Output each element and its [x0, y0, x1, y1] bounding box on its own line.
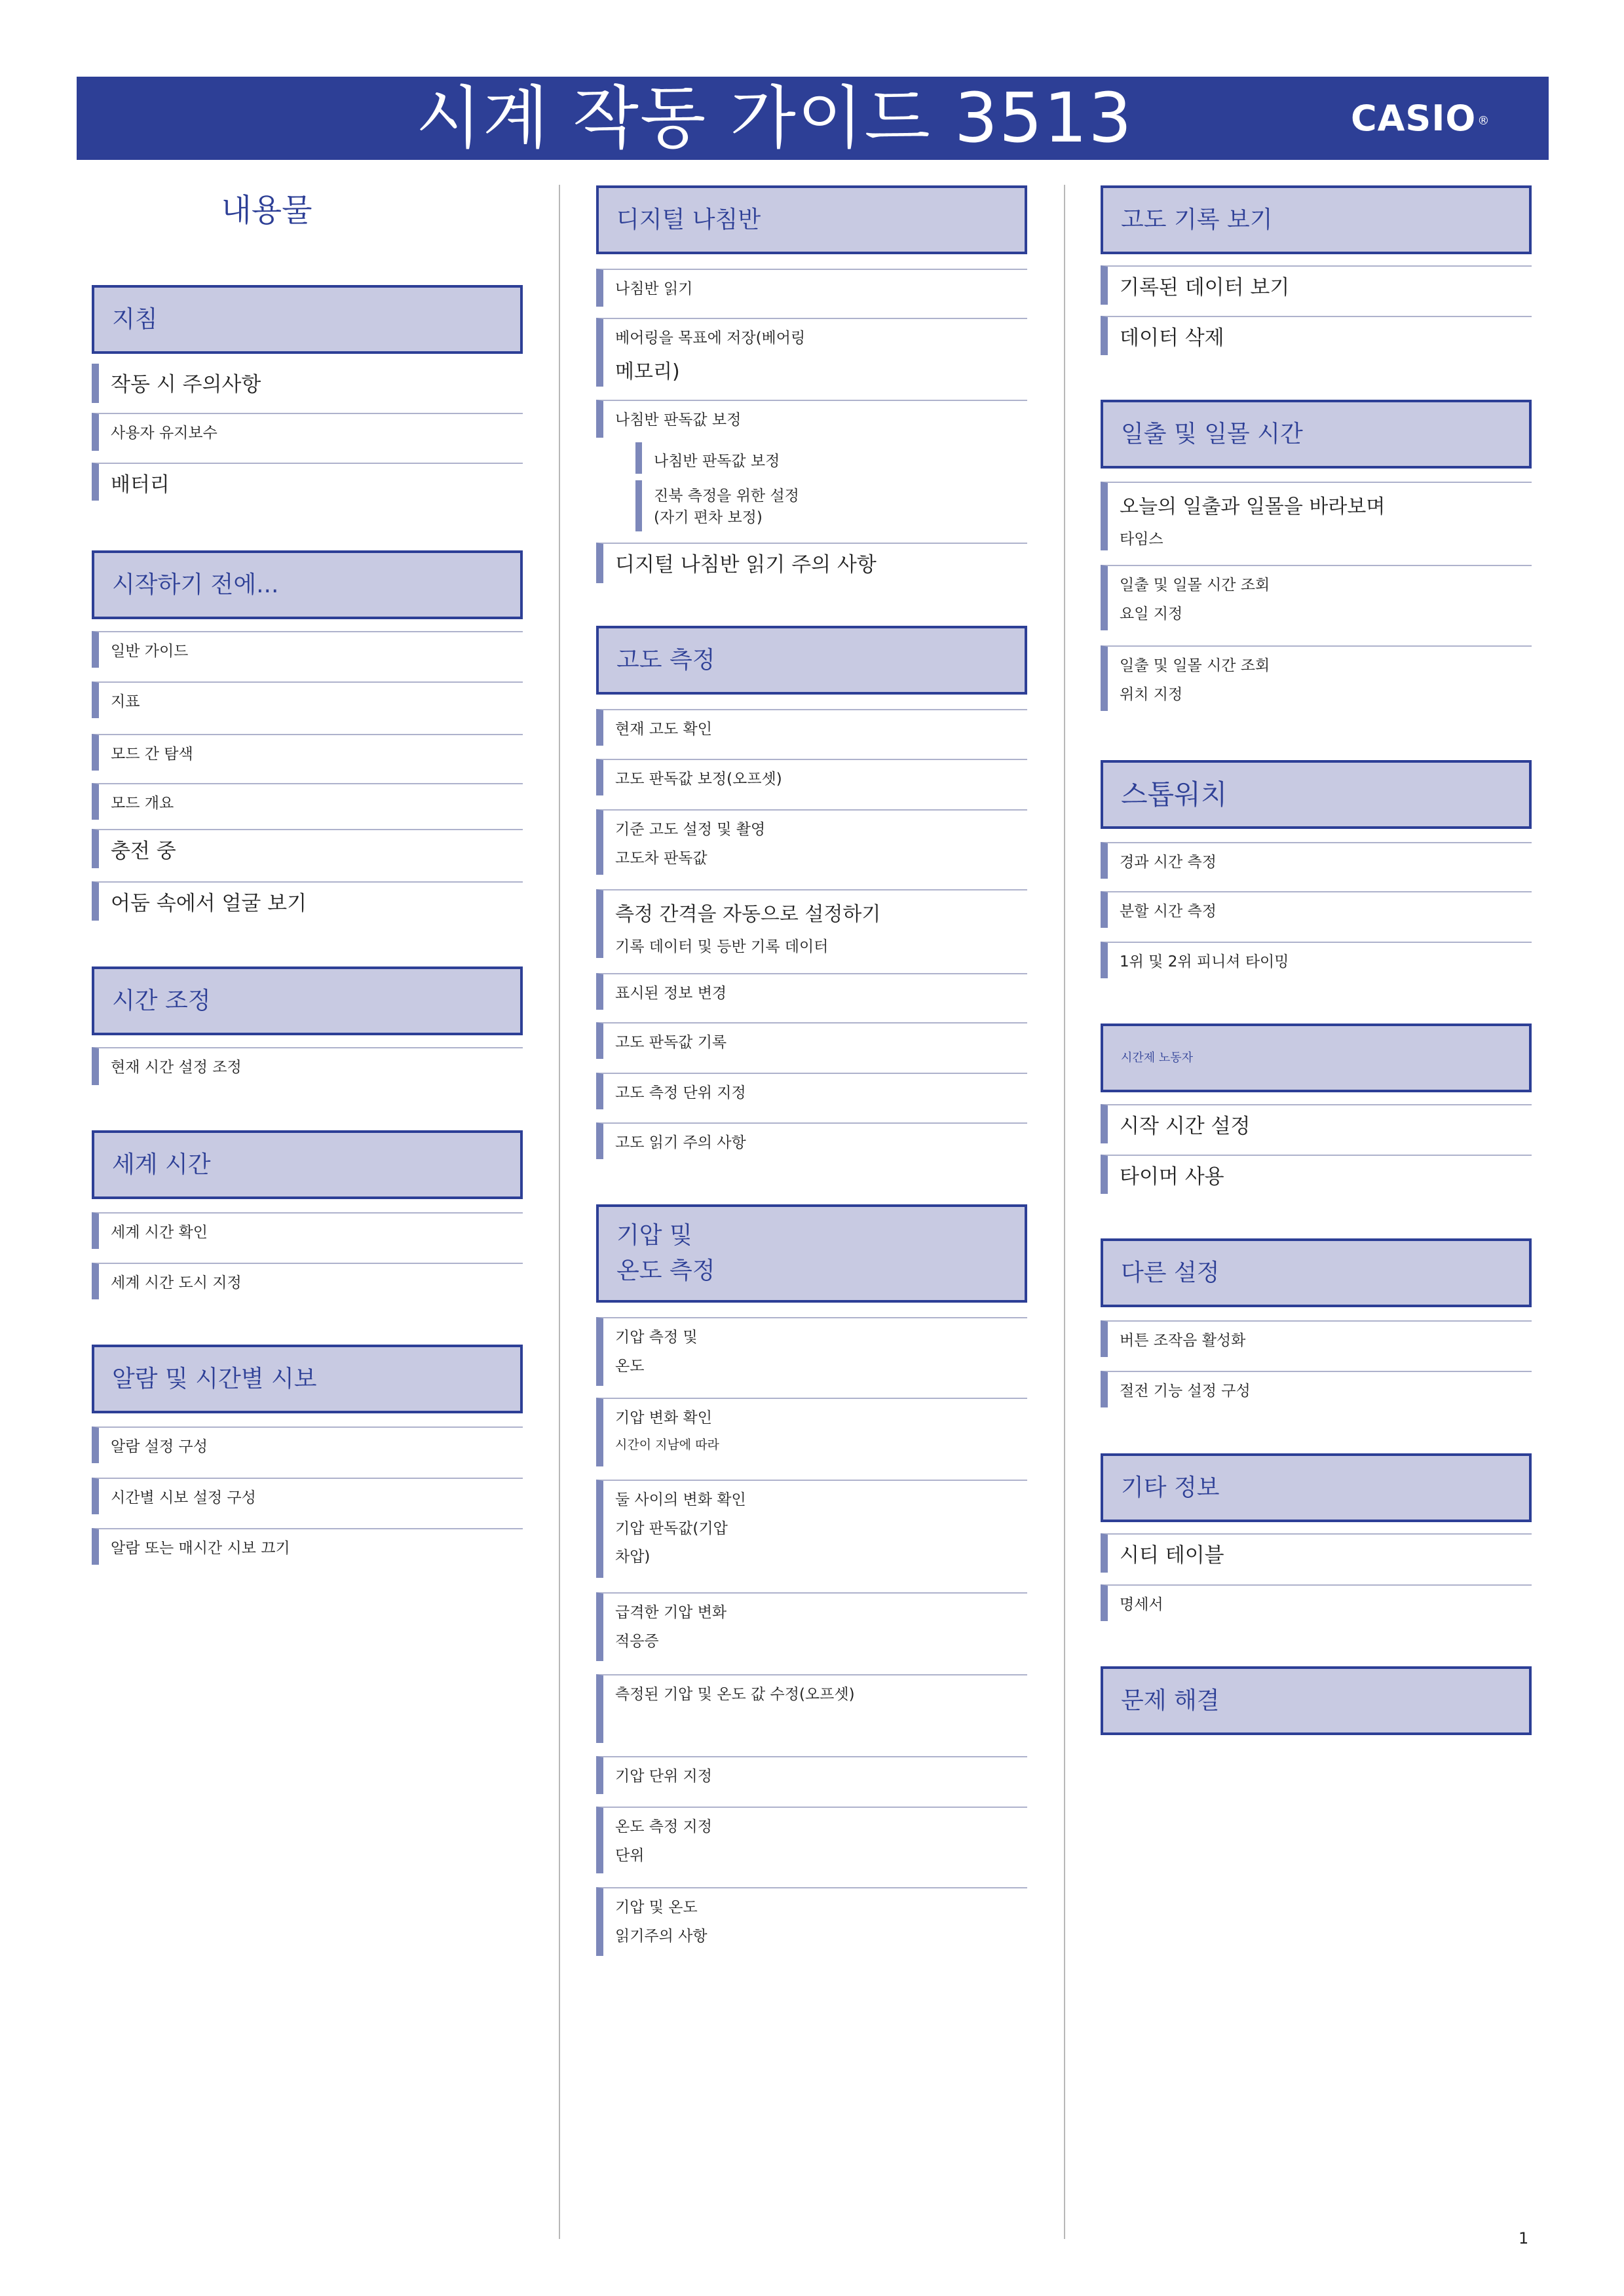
toc-item[interactable]: 모드 개요	[92, 783, 523, 820]
toc-item[interactable]: 작동 시 주의사항	[92, 364, 523, 403]
toc-item[interactable]: 배터리	[92, 463, 523, 501]
toc-sub-item[interactable]: 진북 측정을 위한 설정 (자기 편차 보정)	[635, 480, 1027, 531]
section-alarms[interactable]: 알람 및 시간별 시보	[92, 1345, 523, 1413]
toc-item[interactable]: 사용자 유지보수	[92, 413, 523, 451]
section-other-settings[interactable]: 다른 설정	[1101, 1238, 1532, 1307]
toc-item[interactable]: 모드 간 탐색	[92, 734, 523, 771]
toc-item[interactable]: 기준 고도 설정 및 촬영 고도차 판독값	[596, 809, 1027, 875]
registered-mark: ®	[1477, 113, 1490, 128]
toc-item[interactable]: 현재 고도 확인	[596, 709, 1027, 746]
toc-item[interactable]: 일출 및 일몰 시간 조회 위치 지정	[1101, 645, 1532, 711]
toc-item[interactable]: 오늘의 일출과 일몰을 바라보며 타임스	[1101, 482, 1532, 550]
toc-item[interactable]: 시간별 시보 설정 구성	[92, 1478, 523, 1514]
toc-item[interactable]: 어둠 속에서 얼굴 보기	[92, 881, 523, 921]
toc-item[interactable]: 지표	[92, 681, 523, 718]
section-barometer[interactable]: 기압 및 온도 측정	[596, 1204, 1027, 1303]
toc-item[interactable]: 기록된 데이터 보기	[1101, 265, 1532, 305]
section-altitude[interactable]: 고도 측정	[596, 626, 1027, 695]
toc-item[interactable]: 기압 및 온도 읽기주의 사항	[596, 1887, 1027, 1956]
toc-item[interactable]: 고도 판독값 기록	[596, 1022, 1027, 1059]
toc-item[interactable]: 기압 변화 확인 시간이 지남에 따라	[596, 1398, 1027, 1466]
toc-item[interactable]: 절전 기능 설정 구성	[1101, 1371, 1532, 1407]
column-divider	[559, 185, 560, 2239]
column-divider	[1064, 185, 1065, 2239]
toc-item[interactable]: 표시된 정보 변경	[596, 973, 1027, 1010]
section-altitude-records[interactable]: 고도 기록 보기	[1101, 185, 1532, 254]
toc-title: 내용물	[221, 192, 312, 229]
toc-item[interactable]: 베어링을 목표에 저장(베어링 메모리)	[596, 318, 1027, 387]
toc-item[interactable]: 고도 측정 단위 지정	[596, 1073, 1027, 1109]
toc-item[interactable]: 세계 시간 확인	[92, 1212, 523, 1249]
section-timer[interactable]: 시간제 노동자	[1101, 1024, 1532, 1092]
toc-item[interactable]: 측정된 기압 및 온도 값 수정(오프셋)	[596, 1674, 1027, 1743]
toc-item[interactable]: 현재 시간 설정 조정	[92, 1047, 523, 1085]
section-digital-compass[interactable]: 디지털 나침반	[596, 185, 1027, 254]
section-before-start[interactable]: 시작하기 전에...	[92, 550, 523, 619]
section-troubleshooting[interactable]: 문제 해결	[1101, 1666, 1532, 1735]
toc-item[interactable]: 일출 및 일몰 시간 조회 요일 지정	[1101, 565, 1532, 630]
toc-item[interactable]: 데이터 삭제	[1101, 316, 1532, 355]
casio-logo	[1351, 77, 1490, 160]
toc-item[interactable]: 기압 단위 지정	[596, 1756, 1027, 1794]
toc-item[interactable]: 측정 간격을 자동으로 설정하기 기록 데이터 및 등반 기록 데이터	[596, 889, 1027, 958]
section-sunrise-sunset[interactable]: 일출 및 일몰 시간	[1101, 400, 1532, 469]
toc-item[interactable]: 1위 및 2위 피니셔 타이밍	[1101, 942, 1532, 978]
section-world-time[interactable]: 세계 시간	[92, 1130, 523, 1199]
toc-item[interactable]: 경과 시간 측정	[1101, 842, 1532, 879]
section-time-adjust[interactable]: 시간 조정	[92, 966, 523, 1035]
toc-item[interactable]: 온도 측정 지정 단위	[596, 1807, 1027, 1873]
toc-item[interactable]: 타이머 사용	[1101, 1155, 1532, 1194]
toc-item[interactable]: 분할 시간 측정	[1101, 891, 1532, 928]
toc-item[interactable]: 버튼 조작음 활성화	[1101, 1320, 1532, 1357]
toc-item[interactable]: 알람 또는 매시간 시보 끄기	[92, 1528, 523, 1565]
section-stopwatch[interactable]: 스톱워치	[1101, 760, 1532, 829]
toc-item[interactable]: 디지털 나침반 읽기 주의 사항	[596, 543, 1027, 583]
page-number: 1	[1519, 2229, 1529, 2248]
toc-item[interactable]: 시티 테이블	[1101, 1533, 1532, 1573]
toc-item[interactable]: 나침반 읽기	[596, 269, 1027, 307]
toc-item[interactable]: 고도 판독값 보정(오프셋)	[596, 759, 1027, 795]
toc-item[interactable]: 명세서	[1101, 1584, 1532, 1621]
toc-item[interactable]: 알람 설정 구성	[92, 1426, 523, 1463]
toc-item[interactable]: 고도 읽기 주의 사항	[596, 1122, 1027, 1159]
section-guidelines[interactable]: 지침	[92, 285, 523, 354]
toc-item[interactable]: 충전 중	[92, 829, 523, 868]
toc-item[interactable]: 기압 측정 및 온도	[596, 1317, 1027, 1386]
toc-item[interactable]: 일반 가이드	[92, 631, 523, 668]
page-header	[77, 77, 1549, 160]
guide-title: 시계 작동 가이드 3513	[415, 78, 1133, 158]
toc-item[interactable]: 세계 시간 도시 지정	[92, 1263, 523, 1299]
toc-item[interactable]: 나침반 판독값 보정	[596, 400, 1027, 438]
toc-sub-item[interactable]: 나침반 판독값 보정	[635, 442, 1027, 474]
toc-item[interactable]: 급격한 기압 변화 적응증	[596, 1592, 1027, 1661]
logo-text: CASIO	[1351, 98, 1477, 139]
toc-item[interactable]: 시작 시간 설정	[1101, 1104, 1532, 1143]
toc-item[interactable]: 둘 사이의 변화 확인 기압 판독값(기압 차압)	[596, 1480, 1027, 1578]
section-other-info[interactable]: 기타 정보	[1101, 1453, 1532, 1522]
